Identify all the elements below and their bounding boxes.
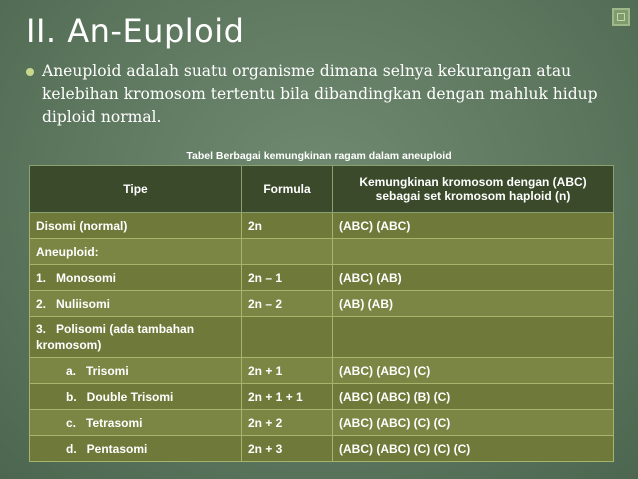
- cell-tipe: Disomi (normal): [30, 213, 242, 239]
- cell-tipe: Aneuploid:: [30, 239, 242, 265]
- cell-formula: 2n + 1: [242, 358, 333, 384]
- cell-tipe: 3. Polisomi (ada tambahan kromosom): [30, 317, 242, 358]
- bullet-dot-icon: [26, 68, 34, 76]
- slide-title: II. An-Euploid: [26, 12, 245, 50]
- table-row: [30, 265, 614, 291]
- cell-tipe: b. Double Trisomi: [30, 384, 242, 410]
- cell-kemungkinan: (ABC) (ABC) (C) (C) (C): [333, 436, 614, 462]
- cell-tipe: 1. Monosomi: [30, 265, 242, 291]
- cell-formula: 2n: [242, 213, 333, 239]
- header-kemungkinan: Kemungkinan kromosom dengan (ABC) sebagai set kromosom haploid (n): [333, 166, 614, 213]
- aneuploid-table: [29, 165, 614, 462]
- cell-tipe: d. Pentasomi: [30, 436, 242, 462]
- bullet-point: [26, 60, 626, 129]
- cell-kemungkinan: (ABC) (ABC) (C): [333, 358, 614, 384]
- table-row: [30, 410, 614, 436]
- cell-formula: 2n + 2: [242, 410, 333, 436]
- cell-formula: 2n – 1: [242, 265, 333, 291]
- cell-formula: 2n – 2: [242, 291, 333, 317]
- header-formula: Formula: [242, 166, 333, 213]
- cell-kemungkinan: (ABC) (ABC) (C) (C): [333, 410, 614, 436]
- cell-tipe: c. Tetrasomi: [30, 410, 242, 436]
- cell-tipe: 2. Nuliisomi: [30, 291, 242, 317]
- table-header-row: [30, 166, 614, 213]
- table-row: [30, 213, 614, 239]
- cell-kemungkinan: (AB) (AB): [333, 291, 614, 317]
- cell-formula: [242, 239, 333, 265]
- table-row: [30, 291, 614, 317]
- table-row: [30, 317, 614, 358]
- cell-kemungkinan: (ABC) (ABC): [333, 213, 614, 239]
- corner-decoration-icon: [612, 8, 630, 26]
- table-caption: Tabel Berbagai kemungkinan ragam dalam aneuploid: [186, 150, 452, 162]
- cell-kemungkinan: [333, 239, 614, 265]
- cell-kemungkinan: (ABC) (AB): [333, 265, 614, 291]
- bullet-text: Aneuploid adalah suatu organisme dimana selnya kekurangan atau kelebihan kromosom tertentu bila dibandingkan dengan mahluk hidup diploid normal.: [42, 62, 598, 126]
- table-row: [30, 384, 614, 410]
- cell-formula: 2n + 1 + 1: [242, 384, 333, 410]
- cell-formula: [242, 317, 333, 358]
- table-row: [30, 436, 614, 462]
- cell-kemungkinan: [333, 317, 614, 358]
- header-tipe: Tipe: [30, 166, 242, 213]
- table-row: [30, 239, 614, 265]
- cell-kemungkinan: (ABC) (ABC) (B) (C): [333, 384, 614, 410]
- cell-tipe: a. Trisomi: [30, 358, 242, 384]
- cell-formula: 2n + 3: [242, 436, 333, 462]
- table-row: [30, 358, 614, 384]
